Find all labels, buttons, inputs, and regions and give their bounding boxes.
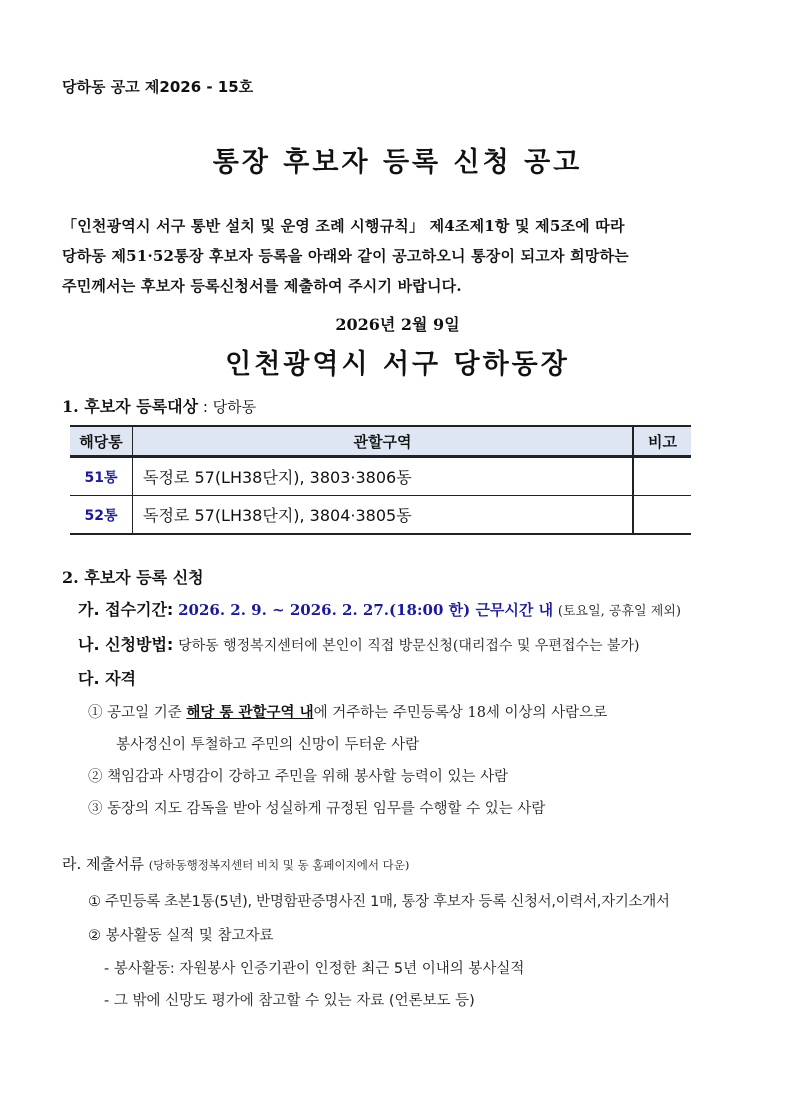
documents-heading <box>62 853 409 874</box>
header-tong: 해당통 <box>70 426 133 457</box>
item-number: ② <box>88 769 103 785</box>
item-number: ① <box>88 705 103 721</box>
item-text: 동장의 지도 감독을 받아 성실하게 규정된 임무를 수행할 수 있는 사람 <box>107 801 546 817</box>
documents-note: (당하동행정복지센터 비치 및 동 홈페이지에서 다운) <box>148 858 410 872</box>
documents-label: 라. 제출서류 <box>62 855 144 873</box>
section2-heading: 2. 후보자 등록 신청 <box>62 568 204 587</box>
header-note: 비고 <box>633 426 691 457</box>
cell-note <box>633 457 691 496</box>
item-number: ③ <box>88 801 103 817</box>
application-method-label: 나. 신청방법: <box>78 635 174 654</box>
notice-number: 당하동 공고 제2026 - 15호 <box>62 78 254 96</box>
cell-note <box>633 496 691 535</box>
issuer: 인천광역시 서구 당하동장 <box>225 349 570 380</box>
section1-title: 1. 후보자 등록대상 <box>62 397 199 416</box>
table-header-row <box>70 426 691 457</box>
item-text-post: 에 거주하는 주민등록상 18세 이상의 사람으로 <box>313 705 608 721</box>
cell-tong: 51통 <box>70 457 133 496</box>
item-text: 책임감과 사명감이 강하고 주민을 위해 봉사할 능력이 있는 사람 <box>107 769 509 785</box>
item-text-pre: 공고일 기준 <box>107 705 187 721</box>
document-item: ① 주민등록 초본1통(5년), 반명함판증명사진 1매, 통장 후보자 등록 신청서,이력서,자기소개서 <box>88 894 670 910</box>
qualification-item <box>88 701 607 722</box>
cell-area: 독정로 57(LH38단지), 3803·3806동 <box>133 457 634 496</box>
section1-value: 당하동 <box>212 398 257 416</box>
document-item: ② 봉사활동 실적 및 참고자료 <box>88 928 274 944</box>
table-row <box>70 457 691 496</box>
qualification-item <box>88 797 545 818</box>
document-subitem: - 그 밖에 신망도 평가에 참고할 수 있는 자료 (언론보도 등) <box>104 993 475 1009</box>
section1-separator: : <box>198 398 213 416</box>
notice-date: 2026년 2월 9일 <box>335 315 460 334</box>
intro-paragraph <box>62 211 629 301</box>
table-row <box>70 496 691 535</box>
application-period-value: 2026. 2. 9. ~ 2026. 2. 27.(18:00 한) 근무시간 내 <box>178 601 554 619</box>
jurisdiction-table <box>70 425 691 535</box>
application-method-value: 당하동 행정복지센터에 본인이 직접 방문신청(대리접수 및 우편접수는 불가) <box>178 638 640 654</box>
document-subitem: - 봉사활동: 자원봉사 인증기관이 인정한 최근 5년 이내의 봉사실적 <box>104 961 525 977</box>
intro-line: 주민께서는 후보자 등록신청서를 제출하여 주시기 바랍니다. <box>62 277 462 295</box>
qualification-item <box>88 765 508 786</box>
qualification-heading <box>78 666 136 689</box>
intro-line: 당하동 제51·52통장 후보자 등록을 아래와 같이 공고하오니 통장이 되고자 희망하는 <box>62 247 629 265</box>
application-period-note: (토요일, 공휴일 제외) <box>557 604 681 619</box>
cell-tong: 52통 <box>70 496 133 535</box>
cell-area: 독정로 57(LH38단지), 3804·3805동 <box>133 496 634 535</box>
intro-line: 「인천광역시 서구 통반 설치 및 운영 조례 시행규칙」 제4조제1항 및 제5조에 따라 <box>62 217 625 235</box>
section1-heading <box>62 394 256 417</box>
application-period <box>78 597 681 620</box>
page-title: 통장 후보자 등록 신청 공고 <box>212 147 583 178</box>
header-area: 관할구역 <box>133 426 634 457</box>
application-method <box>78 632 639 655</box>
qualification-item-continuation: 봉사정신이 투철하고 주민의 신망이 두터운 사람 <box>116 737 420 753</box>
application-period-label: 가. 접수기간: <box>78 600 174 619</box>
qualification-label: 다. 자격 <box>78 669 137 688</box>
item-emphasis: 해당 통 관할구역 내 <box>186 705 314 721</box>
